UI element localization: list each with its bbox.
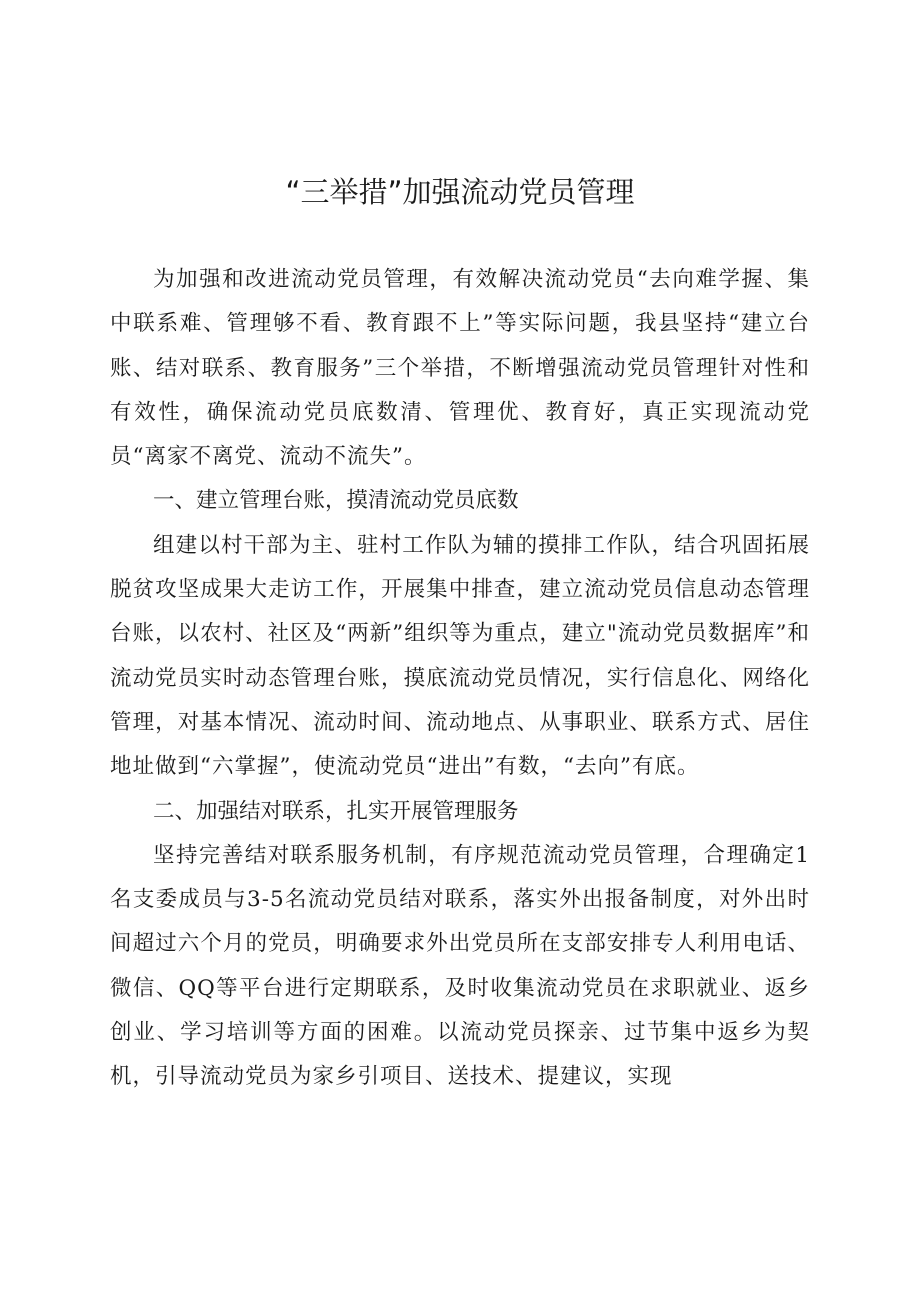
section-body-2: 坚持完善结对联系服务机制，有序规范流动党员管理，合理确定1名支委成员与3-5名流动党员结对联系，落实外出报备制度，对外出时间超过六个月的党员，明确要求外出党员所在支部安排专人利用电话、微信、QQ等平台进行定期联系，及时收集流动党员在求职就业、返乡创业、学习培训等方面的困难。以流动党员探亲、过节集中返乡为契机，引导流动党员为家乡引项目、送技术、提建议，实现 — [110, 842, 810, 1090]
section-heading-2: 二、加强结对联系，扎实开展管理服务 — [153, 798, 519, 824]
document-title: “三举措”加强流动党员管理 — [285, 175, 635, 209]
document-body — [110, 258, 810, 1100]
section-body-1: 组建以村干部为主、驻村工作队为辅的摸排工作队，结合巩固拓展脱贫攻坚成果大走访工作，开展集中排查，建立流动党员信息动态管理台账，以农村、社区及“两新”组织等为重点，建立"流动党员数据库”和流动党员实时动态管理台账，摸底流动党员情况，实行信息化、网络化管理，对基本情况、流动时间、流动地点、从事职业、联系方式、居住地址做到“六掌握”，使流动党员“进出”有数，“去向”有底。 — [110, 532, 810, 780]
section-heading-1: 一、建立管理台账，摸清流动党员底数 — [153, 488, 519, 514]
intro-paragraph: 为加强和改进流动党员管理，有效解决流动党员“去向难学握、集中联系难、管理够不看、教育跟不上”等实际问题，我县坚持“建立台账、结对联系、教育服务”三个举措，不断增强流动党员管理针对性和有效性，确保流动党员底数清、管理优、教育好，真正实现流动党员“离家不离党、流动不流失”。 — [110, 267, 810, 470]
